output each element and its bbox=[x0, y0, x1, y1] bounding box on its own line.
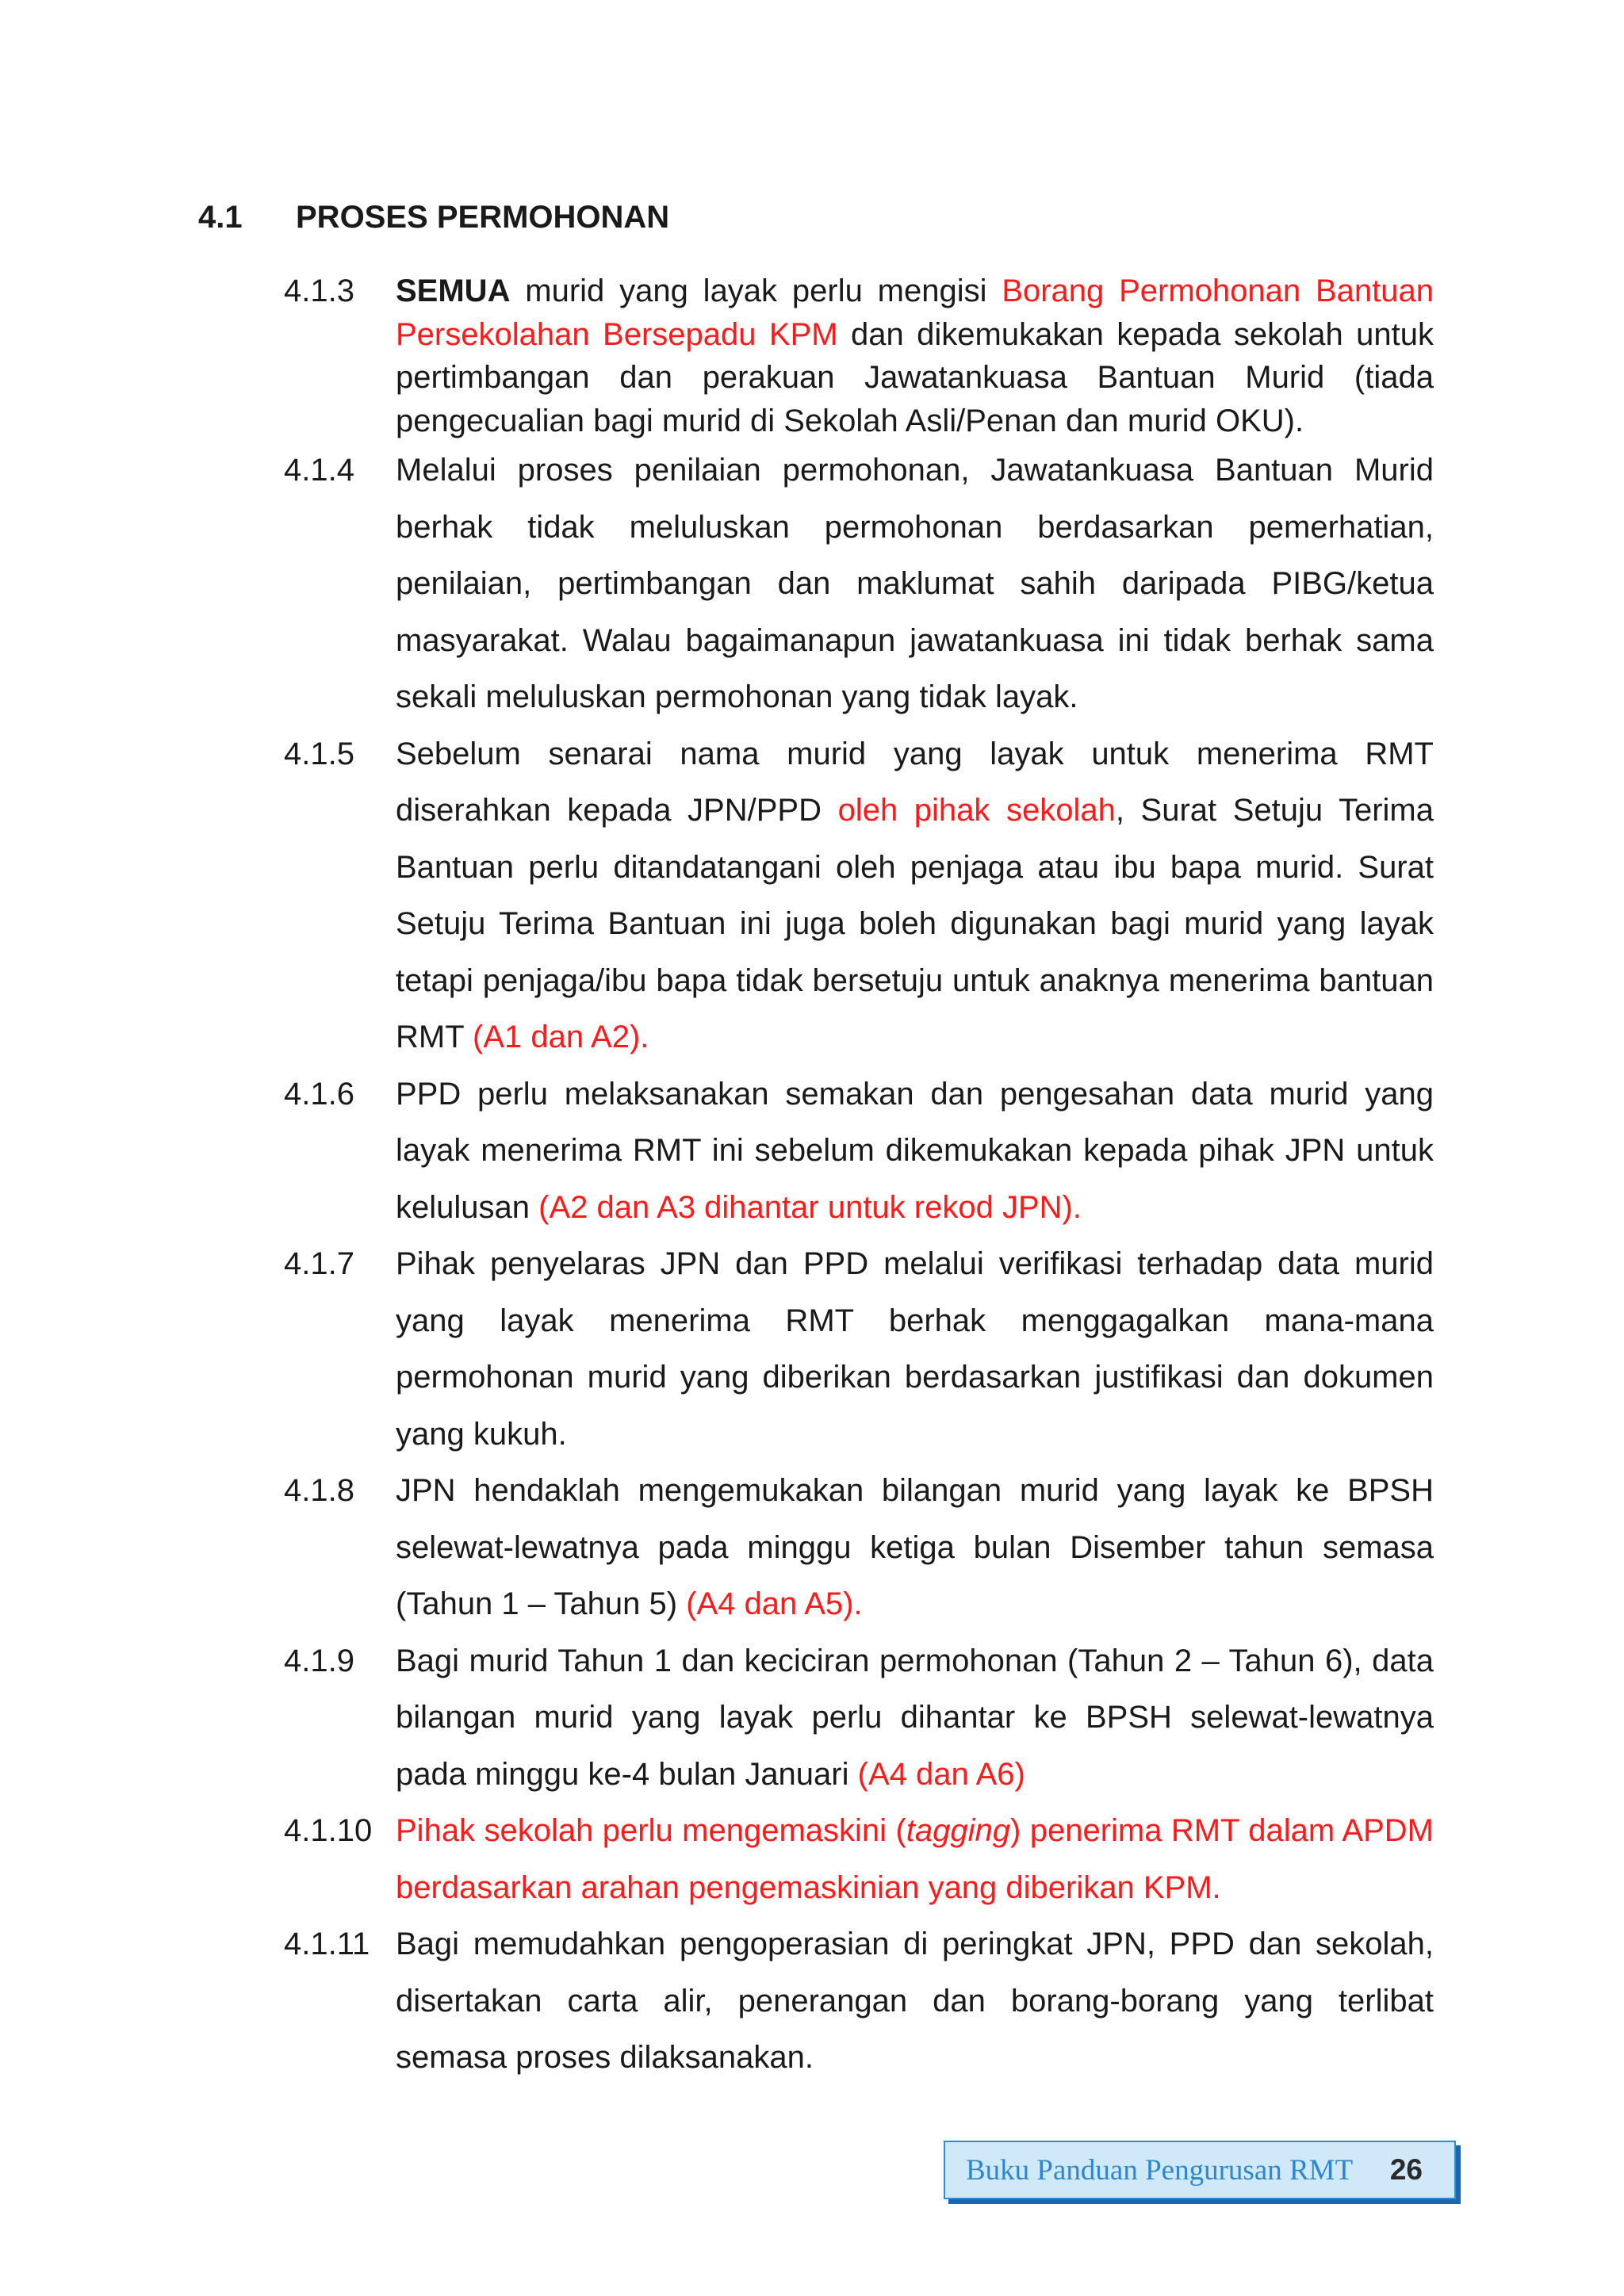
text-segment: Sebelum senarai nama murid yang layak untuk menerima RMT diserahkan kepada JPN/PPD bbox=[396, 736, 1434, 828]
list-item bbox=[284, 1463, 1434, 1633]
item-text bbox=[396, 1633, 1434, 1804]
text-segment: Borang Permohonan Bantuan Persekolahan Bersepadu KPM bbox=[396, 274, 1434, 352]
section-number: 4.1 bbox=[198, 200, 243, 235]
section-title: PROSES PERMOHONAN bbox=[296, 200, 670, 235]
text-segment: JPN hendaklah mengemukakan bilangan murid yang layak ke BPSH selewat-lewatnya pada minggu ketiga bulan Disember tahun semasa (Tahun 1 – Tahun 5) bbox=[396, 1473, 1434, 1621]
text-segment: murid yang layak perlu mengisi bbox=[510, 274, 1002, 308]
text-segment: SEMUA bbox=[396, 274, 511, 308]
list-item bbox=[284, 1916, 1434, 2087]
footer-banner bbox=[944, 2141, 1456, 2199]
text-segment: (A1 dan A2). bbox=[473, 1020, 649, 1054]
list-item bbox=[284, 726, 1434, 1066]
text-segment: , Surat Setuju Terima Bantuan perlu ditandatangani oleh penjaga atau ibu bapa murid. Surat Setuju Terima Bantuan ini juga boleh digunakan bagi murid yang layak tetapi penjaga/ibu bapa tidak bersetuju untuk anaknya menerima bantuan RMT bbox=[396, 793, 1434, 1054]
text-segment: oleh pihak sekolah bbox=[837, 793, 1116, 828]
text-segment: Bagi murid Tahun 1 dan keciciran permohonan (Tahun 2 – Tahun 6), data bilangan murid yang layak perlu dihantar ke BPSH selewat-lewatnya pada minggu ke-4 bulan Januari bbox=[396, 1643, 1434, 1792]
footer-title: Buku Panduan Pengurusan RMT bbox=[966, 2154, 1354, 2187]
list-item bbox=[284, 1066, 1434, 1237]
list-item bbox=[284, 1633, 1434, 1804]
text-segment: tagging bbox=[906, 1813, 1010, 1848]
text-segment: Pihak penyelaras JPN dan PPD melalui verifikasi terhadap data murid yang layak menerima RMT berhak menggagalkan mana-mana permohonan murid yang diberikan berdasarkan justifikasi dan dokumen yang kukuh. bbox=[396, 1246, 1434, 1452]
text-segment: ) penerima RMT dalam APDM berdasarkan arahan pengemaskinian yang diberikan KPM. bbox=[396, 1813, 1434, 1905]
item-number: 4.1.7 bbox=[284, 1246, 354, 1281]
text-segment: Bagi memudahkan pengoperasian di peringkat JPN, PPD dan sekolah, disertakan carta alir, penerangan dan borang-borang yang terlibat semasa proses dilaksanakan. bbox=[396, 1927, 1434, 2075]
page-number: 26 bbox=[1389, 2153, 1423, 2186]
text-segment: PPD perlu melaksanakan semakan dan pengesahan data murid yang layak menerima RMT ini sebelum dikemukakan kepada pihak JPN untuk kelulusan bbox=[396, 1076, 1434, 1225]
item-number: 4.1.6 bbox=[284, 1076, 354, 1112]
text-segment: (A4 dan A6) bbox=[857, 1756, 1025, 1792]
list-item bbox=[284, 1803, 1434, 1916]
section-heading bbox=[198, 197, 669, 238]
list-item bbox=[284, 1236, 1434, 1463]
item-text bbox=[396, 1803, 1434, 1916]
item-number: 4.1.8 bbox=[284, 1473, 354, 1508]
item-number: 4.1.3 bbox=[284, 274, 354, 308]
item-text bbox=[396, 1463, 1434, 1633]
item-text bbox=[396, 1066, 1434, 1237]
text-segment: (A2 dan A3 dihantar untuk rekod JPN). bbox=[538, 1189, 1082, 1225]
list-item bbox=[284, 442, 1434, 726]
text-segment: Pihak sekolah perlu mengemaskini ( bbox=[396, 1813, 906, 1848]
text-segment: dan dikemukakan kepada sekolah untuk pertimbangan dan perakuan Jawatankuasa Bantuan Murid (tiada pengecualian bagi murid di Sekolah Asli/Penan dan murid OKU). bbox=[396, 316, 1434, 438]
item-text bbox=[396, 270, 1434, 442]
item-number: 4.1.11 bbox=[284, 1927, 370, 1961]
text-segment: Melalui proses penilaian permohonan, Jawatankuasa Bantuan Murid berhak tidak meluluskan permohonan berdasarkan pemerhatian, penilaian, pertimbangan dan maklumat sahih daripada PIBG/ketua masyarakat. Walau bagaimanapun jawatankuasa ini tidak berhak sama sekali meluluskan permohonan yang tidak layak. bbox=[396, 453, 1434, 714]
item-number: 4.1.9 bbox=[284, 1643, 354, 1678]
item-number: 4.1.4 bbox=[284, 453, 354, 488]
item-number: 4.1.10 bbox=[284, 1813, 373, 1848]
item-number: 4.1.5 bbox=[284, 736, 354, 771]
item-text bbox=[396, 1916, 1434, 2087]
item-list bbox=[284, 270, 1434, 2087]
item-text bbox=[396, 442, 1434, 726]
item-text bbox=[396, 1236, 1434, 1463]
list-item bbox=[284, 270, 1434, 442]
item-text bbox=[396, 726, 1434, 1066]
text-segment: (A4 dan A5). bbox=[686, 1586, 863, 1621]
